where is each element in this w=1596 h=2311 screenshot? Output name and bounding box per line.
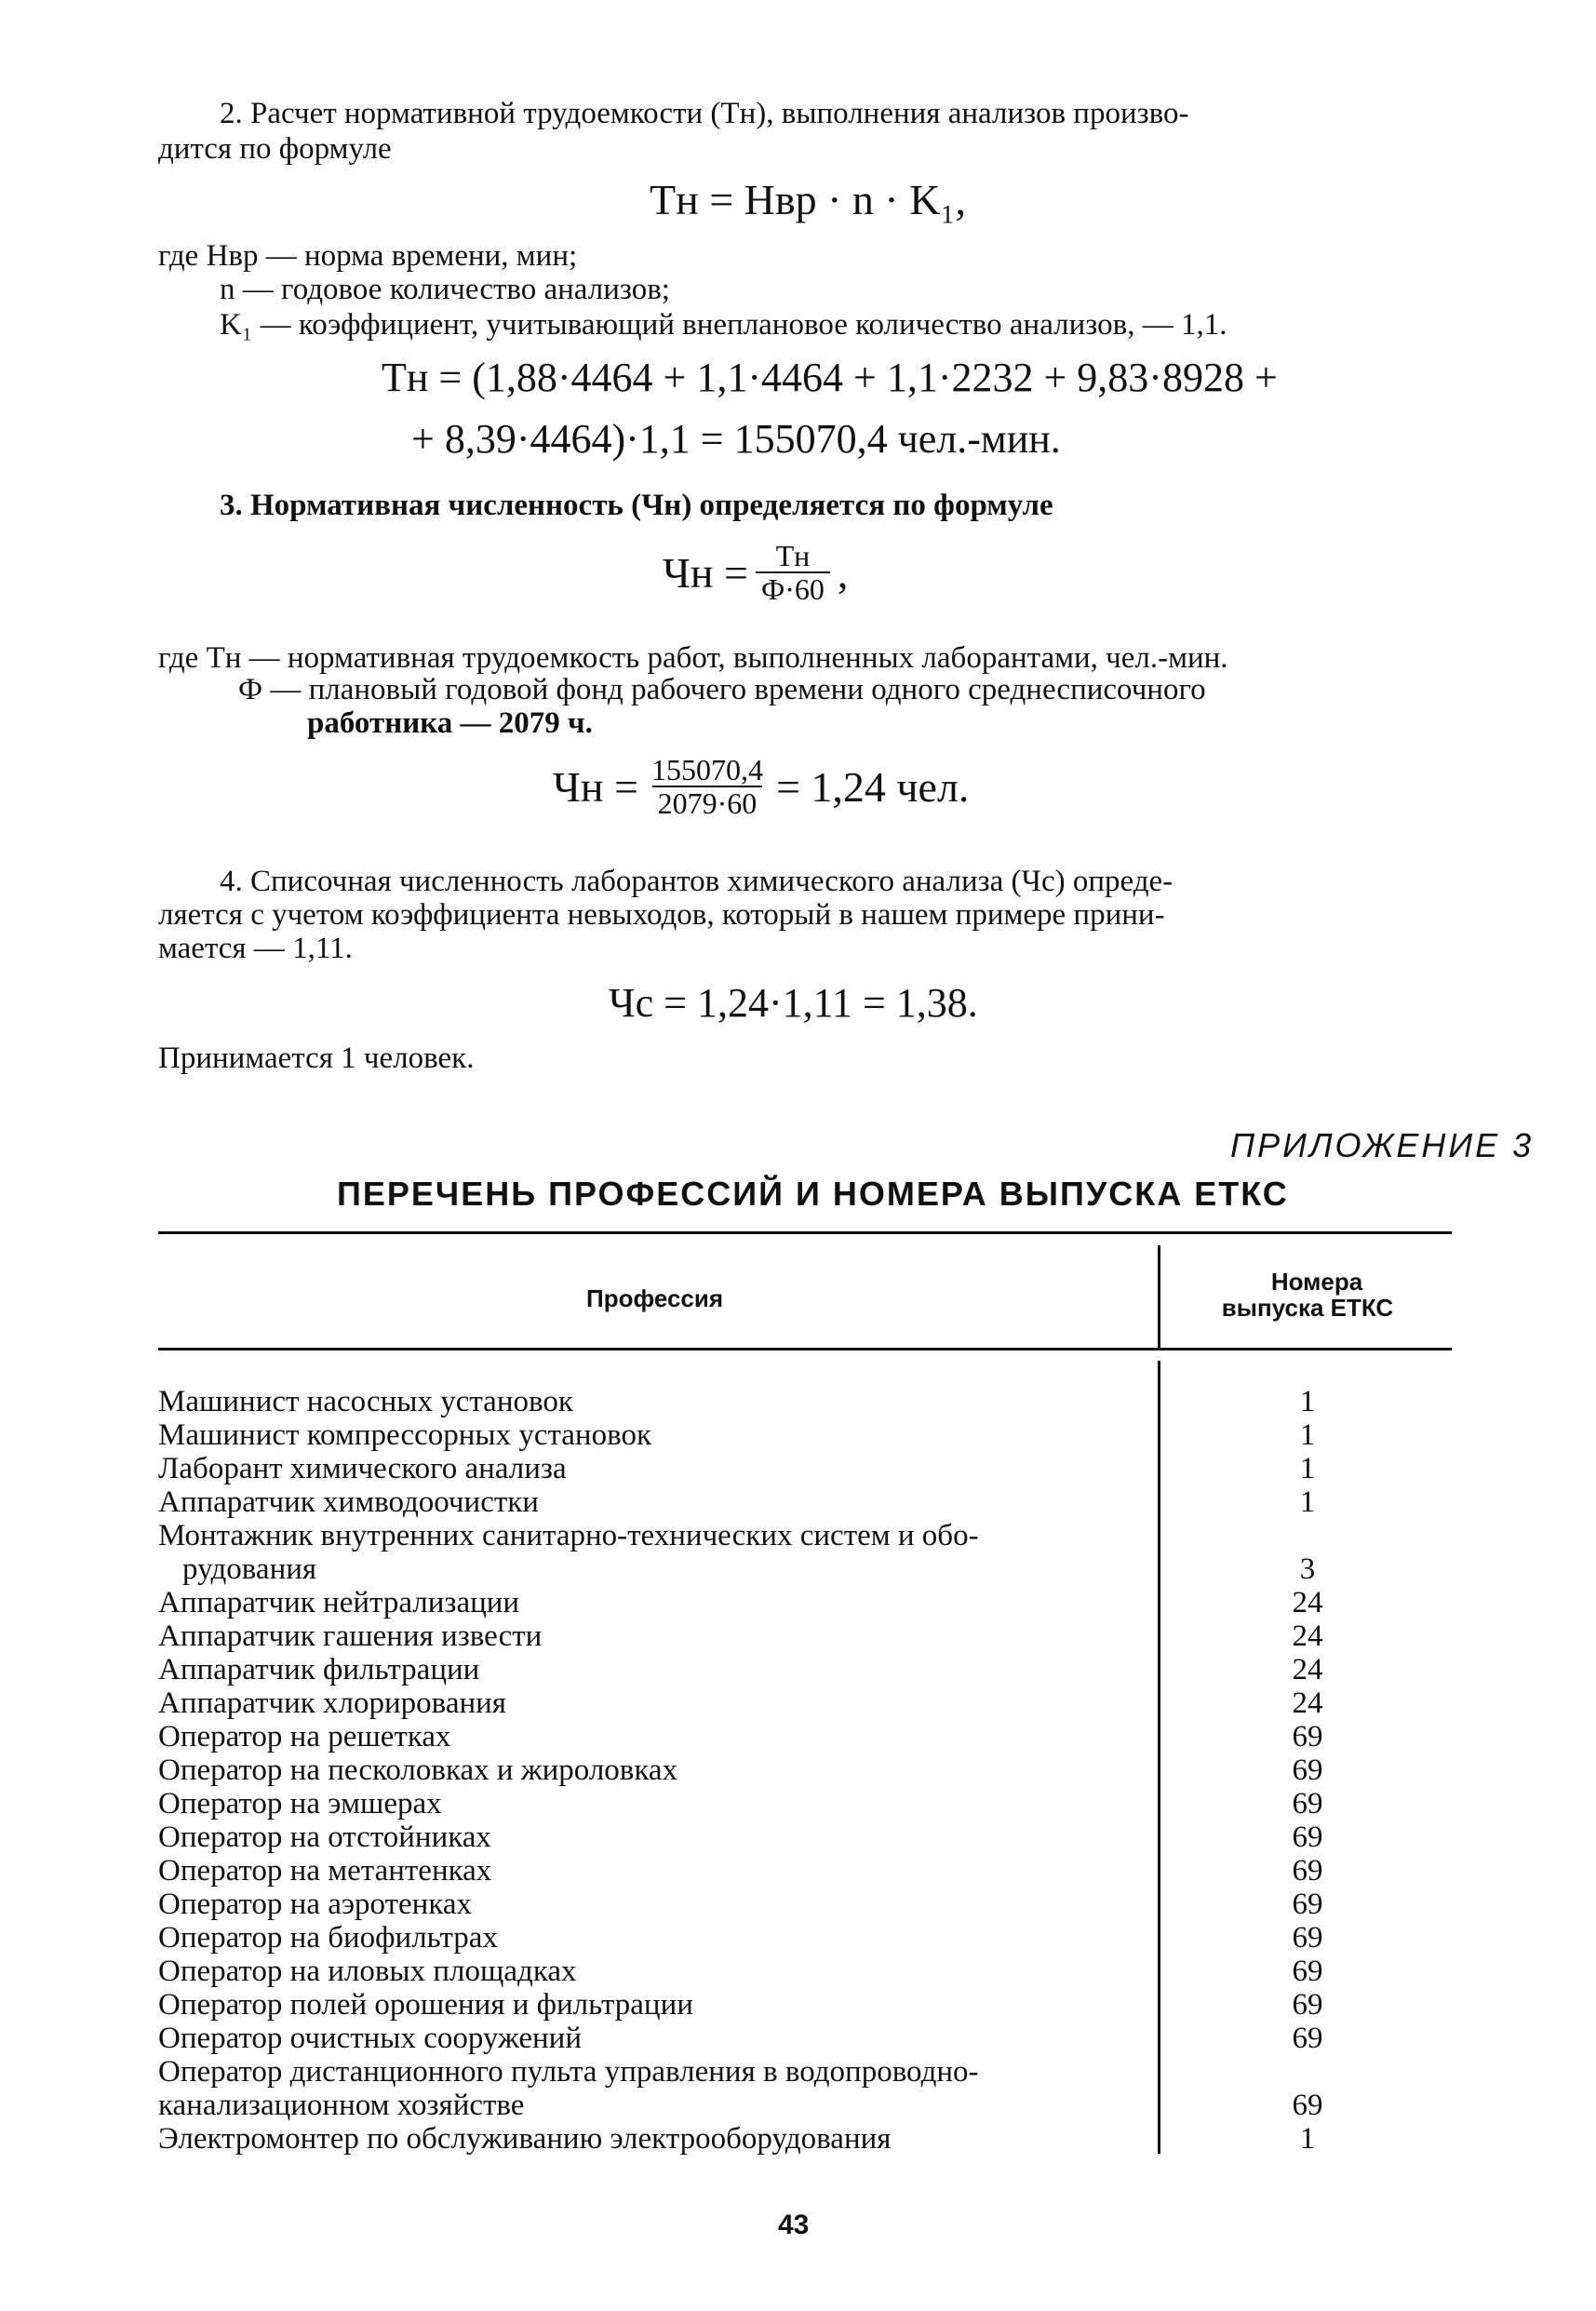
table-row-number: 1 [1299,1452,1316,1485]
section2-formula: Тн = Нвр · n · K₁, [650,176,966,223]
table-row-name-continued: канализационном хозяйстве [158,2089,525,2122]
table-row-number: 69 [1292,1988,1323,2022]
table-row-number: 69 [1292,1921,1323,1955]
table-header-profession: Профессия [586,1284,724,1312]
table-row-number: 24 [1292,1653,1323,1686]
section2-intro-line1: 2. Расчет нормативной трудоемкости (Тн), выполнения анализов произво- [220,97,1189,130]
table-row-number: 3 [1299,1552,1316,1586]
table-row-number: 1 [1299,1418,1316,1452]
section3-calc-denominator: 2079·60 [652,786,763,819]
section4-conclusion: Принимается 1 человек. [158,1041,475,1075]
table-row-name: Машинист компрессорных установок [158,1418,651,1452]
table-row-name: Оператор на отстойниках [158,1821,491,1854]
table-row-name: Машинист насосных установок [158,1385,573,1418]
table-row-name: Оператор дистанционного пульта управления в водопроводно- [158,2055,979,2089]
table-row-name: Электромонтер по обслуживанию электрооборудования [158,2122,892,2156]
section4-formula: Чс = 1,24·1,11 = 1,38. [609,980,978,1026]
table-row-number: 24 [1292,1619,1323,1653]
table-row-number: 69 [1292,2089,1323,2122]
table-row-name: Оператор на биофильтрах [158,1921,498,1955]
section3-formula-numerator: Тн [775,539,811,572]
section3-formula-lhs: Чн = [663,548,748,597]
table-row-number: 69 [1292,1854,1323,1888]
table-row-name: Монтажник внутренних санитарно-технических систем и обо- [158,1519,979,1552]
table-header-number-line2: выпуска ЕТКС [1221,1294,1394,1322]
section3-calc [553,754,969,819]
table-row-name: Аппаратчик хлорирования [158,1686,506,1720]
section2-intro-line2: дится по формуле [158,132,392,166]
table-row-name: Аппаратчик гашения извести [158,1619,543,1653]
section3-where-3: работника — 2079 ч. [307,706,593,740]
table-row-number: 1 [1299,1385,1316,1418]
table-row-name: Оператор на песколовках и жироловках [158,1753,678,1787]
table-row-name: Оператор на метантенках [158,1854,492,1888]
section2-where-1: где Нвр — норма времени, мин; [158,239,578,273]
table-body-divider-lower [1158,1657,1160,2154]
table-row-name-continued: рудования [182,1552,317,1586]
section3-where-2: Ф — плановый годовой фонд рабочего времени одного среднесписочного [238,673,1206,706]
table-header-number-line1: Номера [1270,1268,1363,1296]
table-row-name: Оператор полей орошения и фильтрации [158,1988,693,2022]
table-row-number: 24 [1292,1686,1323,1720]
table-row-number: 1 [1299,1485,1316,1519]
section3-calc-fraction [646,754,769,819]
table-header-rule [158,1348,1452,1350]
table-row-name: Аппаратчик химводоочистки [158,1485,539,1519]
page-number: 43 [778,2210,810,2240]
section2-calc-line1: Тн = (1,88·4464 + 1,1·4464 + 1,1·2232 + 9,83·8928 + [382,355,1278,400]
table-row-number: 24 [1292,1586,1323,1619]
table-row-number: 69 [1292,1821,1323,1854]
table-row-name: Оператор очистных сооружений [158,2022,582,2055]
appendix-title: ПЕРЕЧЕНЬ ПРОФЕССИЙ И НОМЕРА ВЫПУСКА ЕТКС [337,1175,1289,1213]
table-row-number: 69 [1292,1753,1323,1787]
section4-line3: мается — 1,11. [158,932,353,965]
table-row-name: Оператор на аэротенках [158,1888,473,1921]
section3-formula [663,540,848,605]
table-row-number: 69 [1292,2022,1323,2055]
table-body-divider [1158,1361,1160,1657]
table-row-number: 69 [1292,1955,1323,1988]
table-row-name: Аппаратчик нейтрализации [158,1586,520,1619]
table-top-rule [158,1231,1452,1234]
table-row-name: Аппаратчик фильтрации [158,1653,480,1686]
table-row-number: 1 [1299,2122,1316,2156]
section3-formula-denominator: Ф·60 [756,571,830,605]
section4-line2: ляется с учетом коэффициента невыходов, который в нашем примере прини- [158,898,1165,932]
table-row-name: Оператор на решетках [158,1720,451,1753]
section3-formula-tail: , [837,548,849,597]
table-row-number: 69 [1292,1720,1323,1753]
table-row-name: Оператор на эмшерах [158,1787,442,1821]
table-row-name: Лаборант химического анализа [158,1452,567,1485]
table-header-divider [1158,1245,1160,1348]
section4-line1: 4. Списочная численность лаборантов химического анализа (Чс) опреде- [220,865,1174,898]
section2-where-2: n — годовое количество анализов; [220,273,670,306]
section3-where-1: где Тн — нормативная трудоемкость работ, выполненных лаборантами, чел.-мин. [158,641,1228,675]
table-row-number: 69 [1292,1787,1323,1821]
section3-calc-numerator: 155070,4 [650,753,763,786]
section2-where-3: K₁ — коэффициент, учитывающий внеплановое количество анализов, — 1,1. [220,308,1227,342]
table-row-name: Оператор на иловых площадках [158,1955,577,1988]
appendix-label: ПРИЛОЖЕНИЕ 3 [1230,1126,1535,1164]
section3-calc-rhs: = 1,24 чел. [775,762,970,811]
section3-intro: 3. Нормативная численность (Чн) определяется по формуле [220,489,1053,522]
section3-formula-fraction [756,540,830,605]
table-row-number: 69 [1292,1888,1323,1921]
section3-calc-lhs: Чн = [553,762,638,811]
section2-calc-line2: + 8,39·4464)·1,1 = 155070,4 чел.-мин. [411,416,1061,462]
